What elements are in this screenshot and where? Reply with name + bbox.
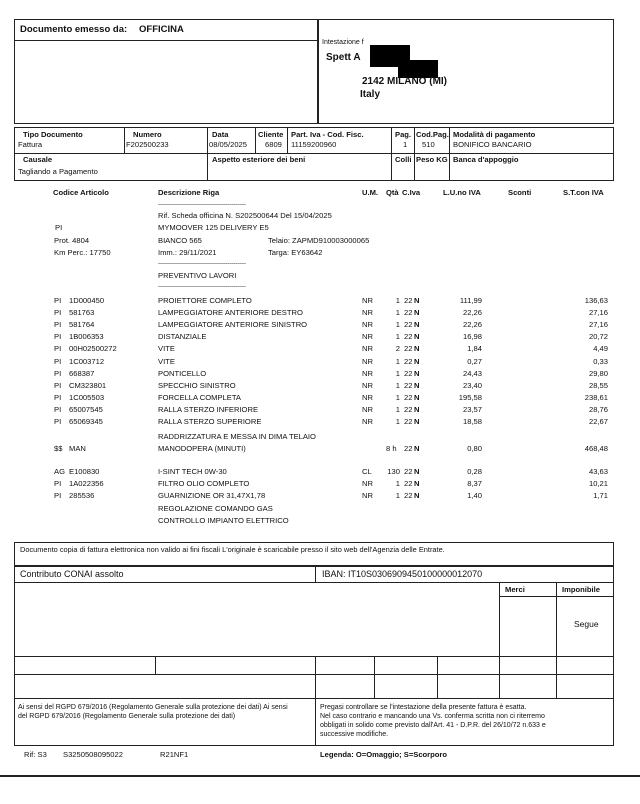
col-lu: L.U.no IVA — [443, 188, 481, 197]
doc-col-sep — [255, 127, 256, 153]
colli-label: Colli — [395, 155, 412, 164]
customer-city: 2142 MILANO (MI) — [362, 76, 448, 87]
vehicle-colour: BIANCO 565 — [158, 236, 202, 245]
aspetto-label: Aspetto esteriore dei beni — [212, 155, 306, 164]
row-um: NR — [362, 479, 373, 488]
row-qty: 1 — [395, 479, 400, 488]
row-total: 28,76 — [588, 404, 608, 414]
row-flag: N — [414, 479, 420, 488]
row-iva: 22 — [404, 296, 413, 305]
doc-col-sep — [207, 127, 208, 153]
row-um: NR — [362, 308, 373, 318]
row-unit: 1,40 — [467, 491, 482, 500]
piva-label: Part. Iva - Cod. Fisc. — [291, 130, 364, 139]
row-flag: N — [414, 344, 420, 354]
tail-line-2: CONTROLLO IMPIANTO ELETTRICO — [158, 516, 289, 525]
row-flag: N — [414, 332, 420, 342]
grid-line — [374, 656, 375, 698]
codpag-label: Cod.Pag. — [416, 130, 449, 139]
check-line-4: successive modifiche. — [320, 731, 389, 738]
row-qty: 1 — [395, 404, 400, 414]
row-um: NR — [362, 368, 373, 378]
segue-label: Segue — [574, 619, 599, 629]
labour-note: RADDRIZZATURA E MESSA IN DIMA TELAIO — [158, 432, 316, 441]
rif-scheda: Rif. Scheda officina N. S202500644 Del 15/04/2025 — [158, 211, 332, 220]
row-desc: VITE — [158, 356, 175, 366]
row-flag: N — [414, 404, 420, 414]
rif-label: Rif: S3 — [24, 750, 47, 759]
row-um: NR — [362, 296, 373, 305]
customer-country: Italy — [360, 89, 381, 100]
row-iva: 22 — [404, 380, 413, 390]
labour-pre: $$ — [54, 444, 63, 453]
row-flag: N — [414, 308, 420, 318]
row-desc: LAMPEGGIATORE ANTERIORE SINISTRO — [158, 320, 308, 330]
cliente-label: Cliente — [258, 130, 284, 139]
row-um: NR — [362, 332, 373, 342]
row-code: 1A022356 — [69, 479, 104, 488]
row-qty: 1 — [395, 356, 400, 366]
labour-iva: 22 — [404, 444, 413, 453]
row-qty: 130 — [387, 467, 400, 476]
doc-col-sep — [414, 127, 415, 181]
row-total: 136,63 — [584, 296, 608, 305]
totals-sep — [315, 566, 316, 582]
row-code: 65069345 — [69, 417, 103, 426]
row-pre: PI — [54, 308, 62, 318]
row-um: NR — [362, 344, 373, 354]
doc-col-sep — [287, 127, 288, 153]
privacy-line-2: del RGPD 679/2016 (Regolamento Generale sulla protezione dei dati) — [18, 713, 236, 720]
prot: Prot. 4804 — [54, 236, 90, 245]
row-total: 10,21 — [588, 479, 608, 488]
row-iva: 22 — [404, 332, 413, 342]
row-iva: 22 — [404, 417, 413, 426]
row-desc: LAMPEGGIATORE ANTERIORE DESTRO — [158, 308, 303, 318]
col-civa: C.Iva — [402, 188, 421, 197]
row-flag: N — [414, 491, 420, 500]
numero-label: Numero — [133, 130, 162, 139]
row-pre: PI — [54, 332, 62, 342]
row-desc: PROIETTORE COMPLETO — [158, 296, 252, 305]
row-total: 20,72 — [588, 332, 608, 342]
row-um: NR — [362, 380, 373, 390]
row-qty: 1 — [395, 368, 400, 378]
row-pre: PI — [54, 479, 62, 488]
row-qty: 1 — [395, 380, 400, 390]
row-qty: 1 — [395, 308, 400, 318]
customer-box — [318, 19, 614, 124]
modalita-label: Modalità di pagamento — [453, 130, 536, 139]
row-flag: N — [414, 356, 420, 366]
vehicle-targa: Targa: EY63642 — [268, 248, 323, 257]
grid-line — [499, 656, 500, 698]
pag-label: Pag. — [395, 130, 412, 139]
row-um: CL — [362, 467, 372, 476]
grid-line — [556, 656, 557, 698]
row-code: 1C005503 — [69, 392, 105, 402]
col-qta: Qtà — [386, 188, 399, 197]
row-unit: 16,98 — [462, 332, 482, 342]
pag-value: 1 — [403, 140, 408, 149]
row-pre: PI — [54, 356, 62, 366]
issued-value: OFFICINA — [139, 24, 184, 35]
row-pre: PI — [54, 296, 62, 305]
row-code: E100830 — [69, 467, 100, 476]
row-qty: 2 — [395, 344, 400, 354]
row-total: 0,33 — [593, 356, 608, 366]
row-pre: PI — [54, 320, 62, 330]
row-iva: 22 — [404, 368, 413, 378]
issued-label: Documento emesso da: — [20, 24, 128, 35]
grid-line — [155, 656, 156, 674]
row-pre: PI — [54, 368, 62, 378]
customer-name: Spett A — [326, 52, 361, 63]
copy-notice: Documento copia di fattura elettronica non valido ai fini fiscali L'originale è scaricabile presso il sito web dell'Agenzia delle Entrate. — [20, 545, 445, 554]
row-code: 581763 — [69, 308, 95, 318]
col-descrizione: Descrizione Riga — [158, 188, 220, 197]
row-flag: N — [414, 380, 420, 390]
row-qty: 1 — [395, 392, 400, 402]
row-iva: 22 — [404, 344, 413, 354]
row-unit: 0,27 — [467, 356, 482, 366]
row-code: 285536 — [69, 491, 95, 500]
row-unit: 22,26 — [462, 320, 482, 330]
col-st: S.T.con IVA — [563, 188, 604, 197]
row-pre: PI — [54, 417, 62, 426]
grid-line — [437, 656, 438, 698]
row-qty: 1 — [395, 417, 400, 426]
row-pre: PI — [54, 344, 62, 354]
iban: IBAN: IT10S0306909450100000012070 — [322, 569, 483, 579]
imponibile-label: Imponibile — [562, 585, 600, 594]
grid-line — [14, 674, 614, 675]
grid-line — [315, 656, 316, 746]
row-unit: 22,26 — [462, 308, 482, 318]
km-perc: Km Perc.: 17750 — [54, 248, 111, 257]
row-desc: FORCELLA COMPLETA — [158, 392, 241, 402]
rif-code-2: R21NF1 — [160, 750, 189, 759]
row-desc: VITE — [158, 344, 175, 354]
merci-divider — [499, 596, 614, 597]
row-total: 22,67 — [588, 417, 608, 426]
row-iva: 22 — [404, 392, 413, 402]
rif-code: S3250508095022 — [63, 750, 123, 759]
data-value: 08/05/2025 — [209, 140, 248, 149]
labour-um: 8 h — [386, 444, 397, 453]
doc-col-sep — [449, 127, 450, 181]
numero-value: F202500233 — [126, 140, 169, 149]
row-desc: DISTANZIALE — [158, 332, 207, 342]
row-code: 1B006353 — [69, 332, 104, 342]
row-um: NR — [362, 320, 373, 330]
check-line-3: obbligati in solido come previsto dall'Art. 41 - D.P.R. del 26/10/72 n.633 e — [320, 722, 546, 729]
row-unit: 111,99 — [459, 296, 482, 305]
row-total: 27,16 — [588, 320, 608, 330]
labour-flag: N — [414, 444, 420, 453]
row-flag: N — [414, 467, 420, 476]
row-total: 1,71 — [593, 491, 608, 500]
row-desc: RALLA STERZO SUPERIORE — [158, 417, 262, 426]
labour-total: 468,48 — [584, 444, 608, 453]
row-code: CM323801 — [69, 380, 107, 390]
row-pre: PI — [54, 491, 62, 500]
dashes-bot: -------------------------------------------- — [158, 284, 246, 290]
row-unit: 23,40 — [462, 380, 482, 390]
check-line-2: Nel caso contrario e mancando una Vs. conferma scritta non ci riterremo — [320, 713, 545, 720]
row-pre: PI — [54, 404, 62, 414]
row-desc: RALLA STERZO INFERIORE — [158, 404, 259, 414]
check-line-1: Pregasi controllare se l'intestazione della presente fattura è esatta. — [320, 704, 527, 711]
doc-col-sep — [391, 127, 392, 181]
row-um: NR — [362, 491, 373, 500]
causale-value: Tagliando a Pagamento — [18, 167, 98, 176]
intestazione-label: Intestazione f — [322, 39, 364, 46]
row-unit: 24,43 — [462, 368, 482, 378]
col-sconti: Sconti — [508, 188, 532, 197]
conai: Contributo CONAI assolto — [20, 569, 124, 579]
dashes-mid: -------------------------------------------- — [158, 261, 246, 267]
row-total: 4,49 — [593, 344, 608, 354]
row-total: 27,16 — [588, 308, 608, 318]
row-flag: N — [414, 417, 420, 426]
row-unit: 18,58 — [462, 417, 482, 426]
vehicle-telaio: Telaio: ZAPMD910003000065 — [268, 236, 370, 245]
row-total: 238,61 — [584, 392, 608, 402]
grid-line — [14, 698, 614, 699]
tail-line-1: REGOLAZIONE COMANDO GAS — [158, 504, 273, 513]
row-unit: 1,84 — [467, 344, 482, 354]
peso-label: Peso KG — [416, 155, 448, 164]
row-pre: PI — [54, 380, 62, 390]
row-um: NR — [362, 404, 373, 414]
row-iva: 22 — [404, 356, 413, 366]
row-unit: 23,57 — [462, 404, 482, 414]
preventivo: PREVENTIVO LAVORI — [158, 271, 237, 280]
privacy-line-1: Ai sensi del RGPD 679/2016 (Regolamento Generale sulla protezione dei dati) Ai sensi — [18, 704, 288, 711]
totals-sep — [556, 582, 557, 656]
doc-info-divider — [14, 153, 614, 154]
row-unit: 8,37 — [467, 479, 482, 488]
row-qty: 1 — [395, 320, 400, 330]
row-flag: N — [414, 296, 420, 305]
row-iva: 22 — [404, 404, 413, 414]
row-desc: FILTRO OLIO COMPLETO — [158, 479, 250, 488]
row-qty: 1 — [395, 491, 400, 500]
labour-desc: MANODOPERA (MINUTI) — [158, 444, 246, 453]
row-code: 668387 — [69, 368, 95, 378]
labour-unit: 0,80 — [467, 444, 482, 453]
tipo-label: Tipo Documento — [23, 130, 83, 139]
row-unit: 195,58 — [458, 392, 482, 402]
tipo-value: Fattura — [18, 140, 43, 149]
row-code: 1C003712 — [69, 356, 105, 366]
banca-label: Banca d'appoggio — [453, 155, 519, 164]
row-pre: PI — [54, 392, 62, 402]
row-total: 28,55 — [588, 380, 608, 390]
col-um: U.M. — [362, 188, 379, 197]
totals-divider — [14, 582, 614, 583]
col-codice: Codice Articolo — [53, 188, 109, 197]
vehicle-model: MYMOOVER 125 DELIVERY E5 — [158, 223, 269, 232]
data-label: Data — [212, 130, 229, 139]
row-desc: GUARNIZIONE OR 31,47X1,78 — [158, 491, 266, 500]
info-pi: PI — [55, 223, 63, 232]
totals-sep — [499, 582, 500, 656]
row-code: 1D000450 — [69, 296, 105, 305]
grid-line — [14, 656, 614, 657]
row-desc: PONTICELLO — [158, 368, 207, 378]
row-um: NR — [362, 356, 373, 366]
issuer-divider — [14, 40, 318, 41]
row-code: 65007545 — [69, 404, 103, 414]
dashes-top: -------------------------------------------- — [158, 202, 246, 208]
causale-label: Causale — [23, 155, 53, 164]
row-iva: 22 — [404, 491, 413, 500]
piva-value: 11159200960 — [291, 140, 337, 149]
doc-col-sep — [207, 153, 208, 181]
row-desc: SPECCHIO SINISTRO — [158, 380, 236, 390]
codpag-value: 510 — [422, 140, 435, 149]
row-qty: 1 — [395, 296, 400, 305]
row-um: NR — [362, 417, 373, 426]
row-flag: N — [414, 368, 420, 378]
row-total: 43,63 — [588, 467, 608, 476]
row-unit: 0,28 — [467, 467, 482, 476]
row-iva: 22 — [404, 320, 413, 330]
row-code: 581764 — [69, 320, 95, 330]
modalita-value: BONIFICO BANCARIO — [453, 140, 532, 149]
doc-col-sep — [124, 127, 125, 153]
row-flag: N — [414, 392, 420, 402]
row-pre: AG — [54, 467, 65, 476]
row-code: 00H02500272 — [69, 344, 117, 354]
bottom-rule — [0, 775, 640, 777]
row-iva: 22 — [404, 467, 413, 476]
row-desc: I-SINT TECH 0W-30 — [158, 467, 227, 476]
row-iva: 22 — [404, 479, 413, 488]
merci-label: Merci — [505, 585, 525, 594]
row-total: 29,80 — [588, 368, 608, 378]
row-um: NR — [362, 392, 373, 402]
labour-code: MAN — [69, 444, 86, 453]
row-qty: 1 — [395, 332, 400, 342]
legenda: Legenda: O=Omaggio; S=Scorporo — [320, 750, 448, 759]
cliente-value: 6809 — [265, 140, 282, 149]
row-iva: 22 — [404, 308, 413, 318]
vehicle-imm: Imm.: 29/11/2021 — [158, 248, 217, 257]
row-flag: N — [414, 320, 420, 330]
